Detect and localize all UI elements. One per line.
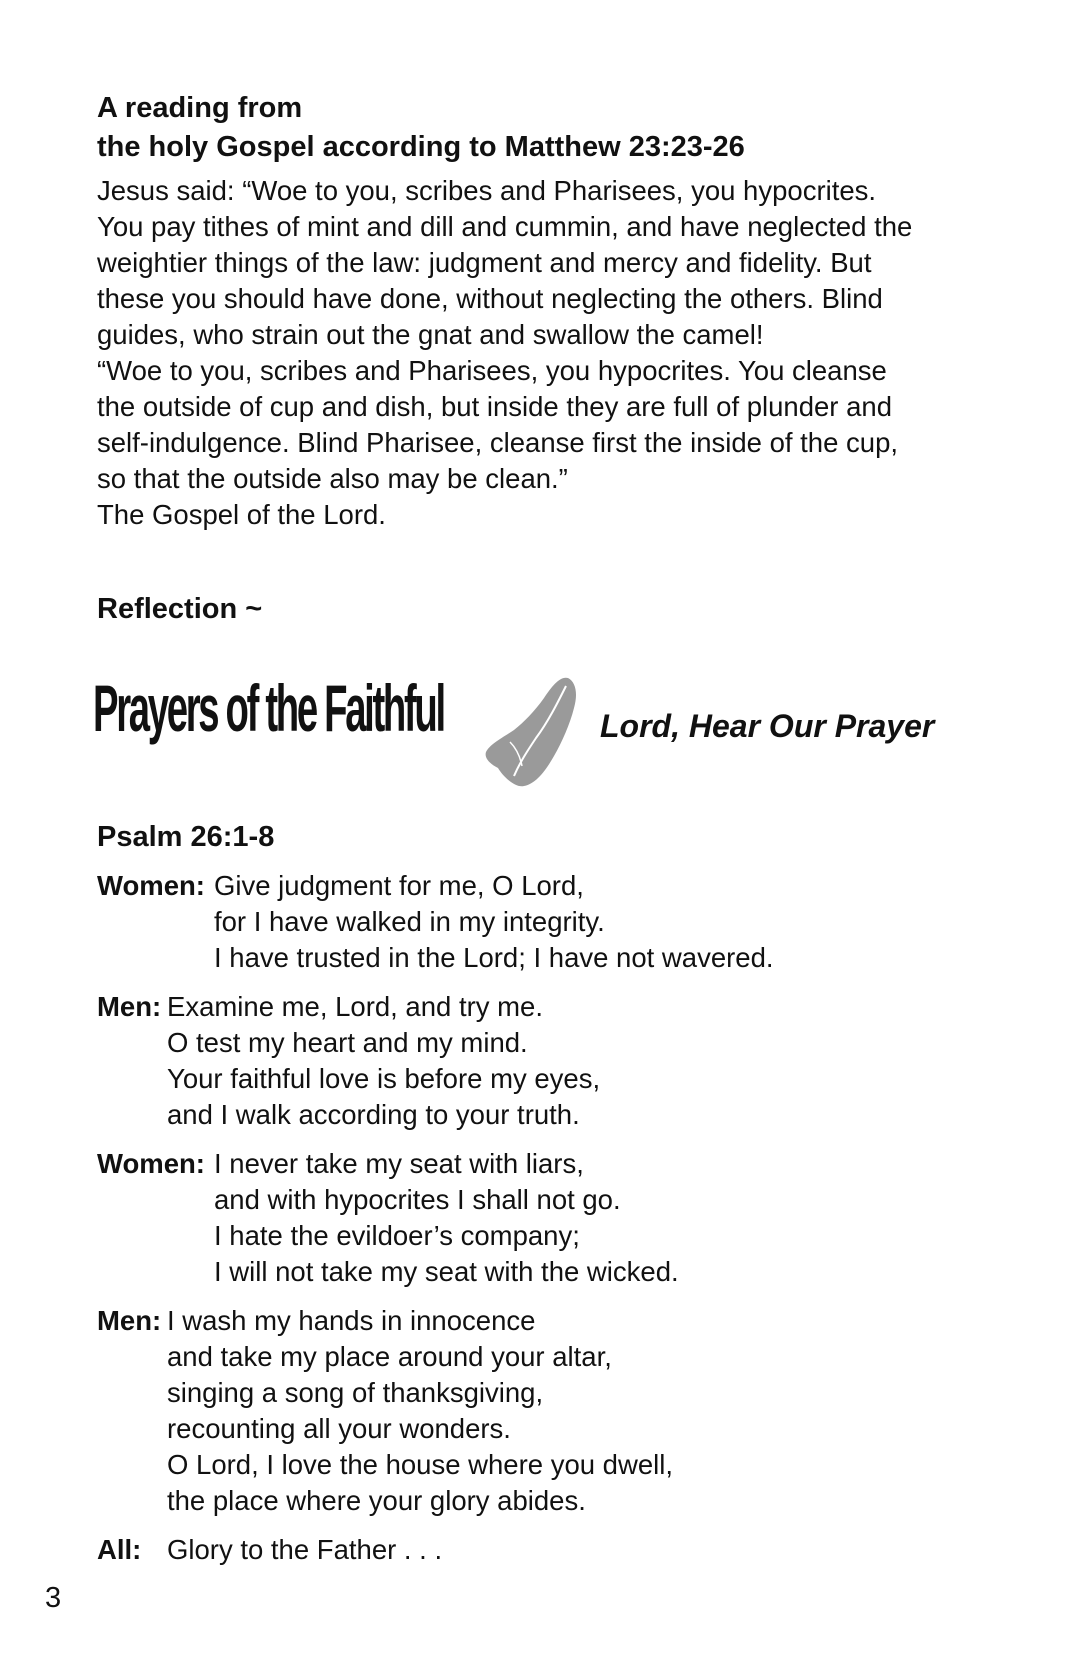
psalm-line: for I have walked in my integrity. (214, 906, 605, 937)
psalm-line: I wash my hands in innocence (167, 1305, 536, 1336)
gospel-line: You pay tithes of mint and dill and cummin, and have neglected the (97, 211, 913, 242)
psalm-stanza (97, 989, 1017, 1133)
psalm-body (97, 868, 1017, 1581)
gospel-heading-line1: A reading from (97, 92, 303, 124)
reflection-heading: Reflection ~ (97, 593, 263, 625)
psalm-line: and I walk according to your truth. (167, 1099, 580, 1130)
speaker-label: Men: (97, 991, 162, 1022)
psalm-line: and with hypocrites I shall not go. (214, 1184, 621, 1215)
gospel-text (97, 173, 1017, 533)
page-number: 3 (45, 1582, 62, 1614)
gospel-line: weightier things of the law: judgment and mercy and fidelity. But (97, 247, 872, 278)
psalm-line: O Lord, I love the house where you dwell, (167, 1449, 673, 1480)
gospel-line: Jesus said: “Woe to you, scribes and Pharisees, you hypocrites. (97, 175, 877, 206)
gospel-line: the outside of cup and dish, but inside they are full of plunder and (97, 391, 892, 422)
psalm-stanza (97, 1532, 1017, 1568)
praying-hands-icon (480, 672, 580, 792)
psalm-stanza (97, 868, 1017, 976)
psalm-line: the place where your glory abides. (167, 1485, 586, 1516)
speaker-label: Men: (97, 1305, 162, 1336)
psalm-line: singing a song of thanksgiving, (167, 1377, 544, 1408)
psalm-line: Give judgment for me, O Lord, (214, 870, 584, 901)
psalm-line: I will not take my seat with the wicked. (214, 1256, 679, 1287)
psalm-stanza (97, 1303, 1017, 1519)
gospel-line: these you should have done, without neglecting the others. Blind (97, 283, 883, 314)
prayers-response: Lord, Hear Our Prayer (600, 708, 935, 744)
gospel-section (97, 89, 1017, 533)
gospel-line: guides, who strain out the gnat and swallow the camel! (97, 319, 764, 350)
gospel-heading-line2: the holy Gospel according to Matthew 23:23-26 (97, 131, 745, 163)
prayers-title: Prayers of the Faithful (93, 671, 444, 745)
psalm-line: Glory to the Father . . . (167, 1534, 443, 1565)
psalm-line: Your faithful love is before my eyes, (167, 1063, 601, 1094)
gospel-line: “Woe to you, scribes and Pharisees, you hypocrites. You cleanse (97, 355, 887, 386)
psalm-line: O test my heart and my mind. (167, 1027, 528, 1058)
speaker-label: Women: (97, 870, 205, 901)
psalm-line: and take my place around your altar, (167, 1341, 612, 1372)
psalm-line: recounting all your wonders. (167, 1413, 511, 1444)
gospel-line: so that the outside also may be clean.” (97, 463, 568, 494)
psalm-line: I hate the evildoer’s company; (214, 1220, 580, 1251)
speaker-label: All: (97, 1534, 142, 1565)
psalm-line: I never take my seat with liars, (214, 1148, 584, 1179)
psalm-line: I have trusted in the Lord; I have not wavered. (214, 942, 774, 973)
gospel-heading (97, 89, 1017, 167)
psalm-heading: Psalm 26:1-8 (97, 821, 275, 853)
gospel-closing: The Gospel of the Lord. (97, 499, 386, 530)
psalm-line: Examine me, Lord, and try me. (167, 991, 543, 1022)
speaker-label: Women: (97, 1148, 205, 1179)
prayers-banner (93, 668, 1033, 798)
psalm-stanza (97, 1146, 1017, 1290)
gospel-line: self-indulgence. Blind Pharisee, cleanse first the inside of the cup, (97, 427, 899, 458)
